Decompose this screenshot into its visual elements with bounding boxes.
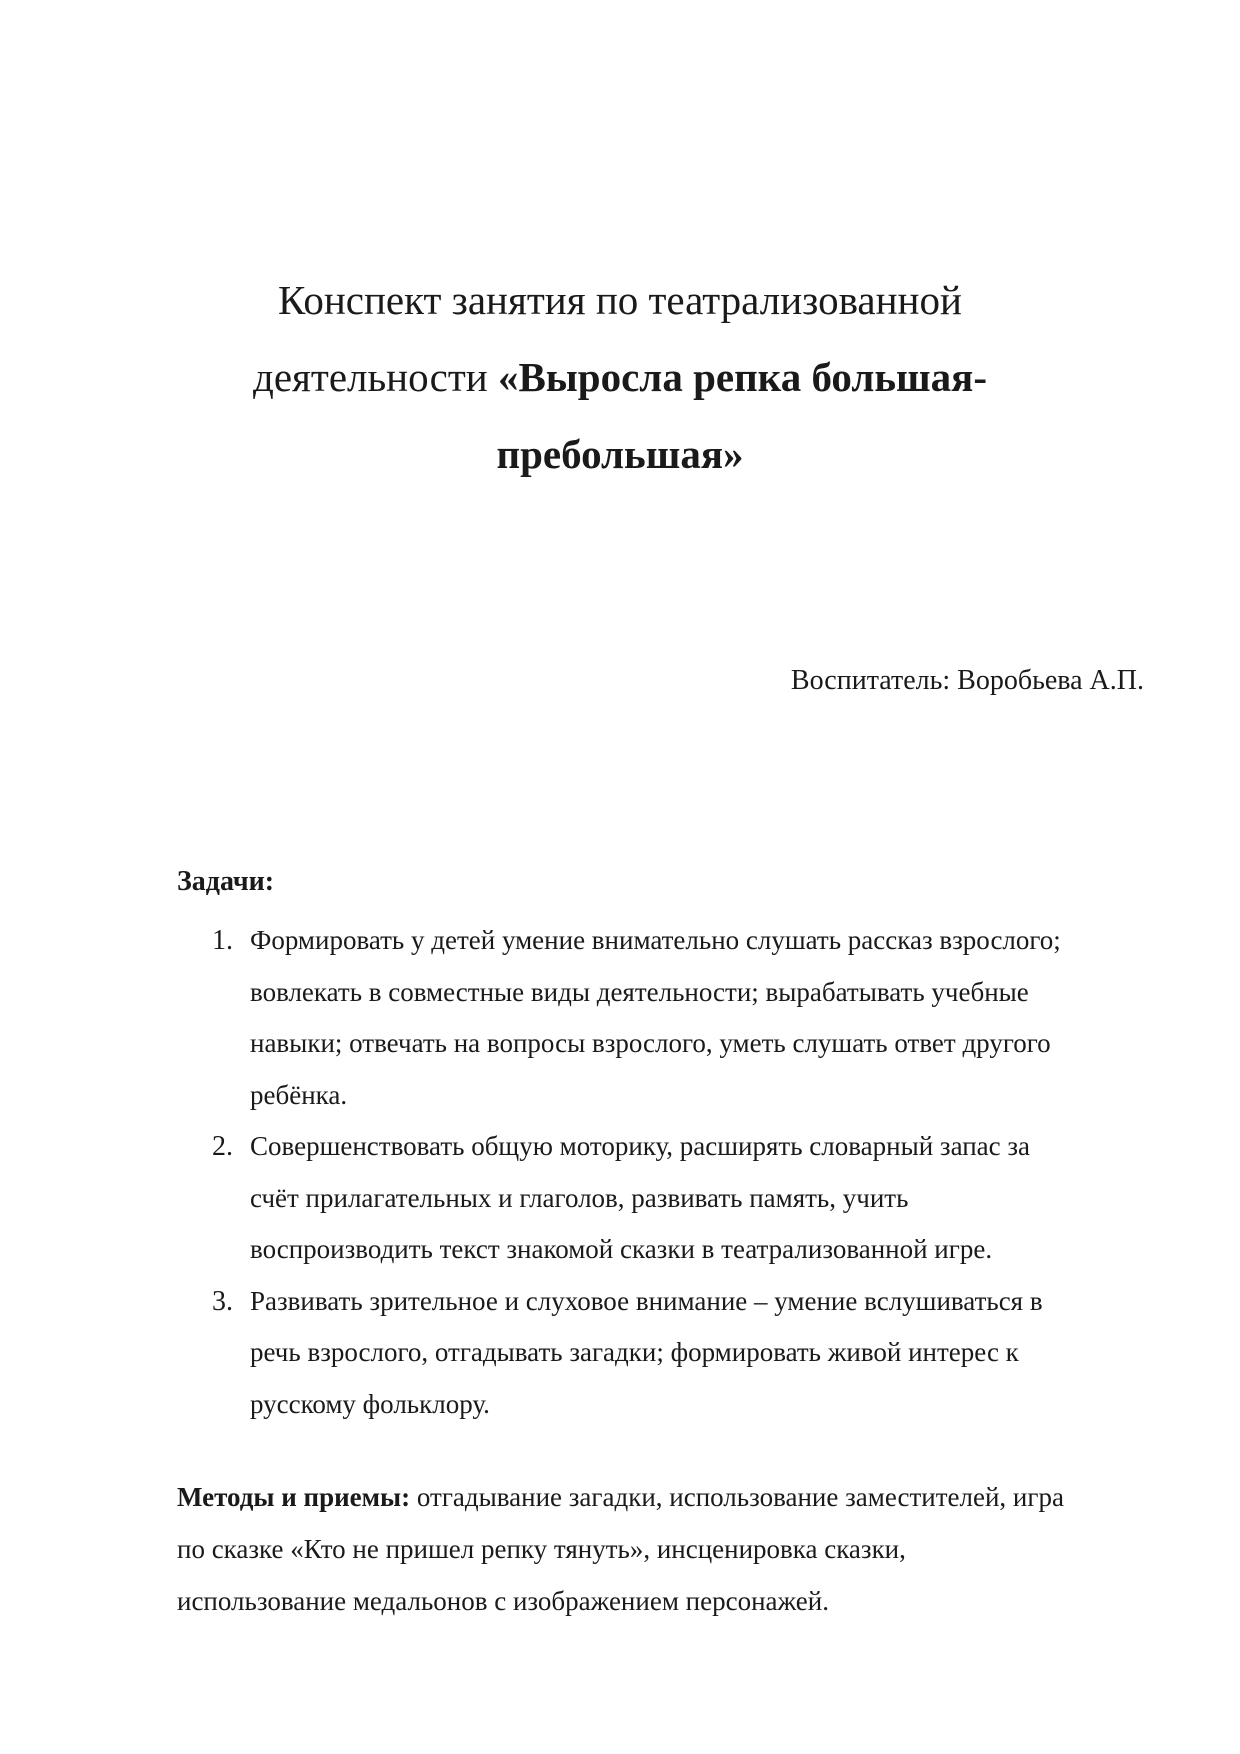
task-line: ребёнка. bbox=[250, 1079, 348, 1110]
task-line: речь взрослого, отгадывать загадки; формировать живой интерес к bbox=[250, 1337, 1019, 1367]
methods-paragraph bbox=[177, 1471, 1157, 1627]
author-line: Воспитатель: Воробьева А.П. bbox=[790, 665, 1144, 696]
methods-line-1 bbox=[177, 1471, 1157, 1523]
task-line: воспроизводить текст знакомой сказки в театрализованной игре. bbox=[250, 1234, 993, 1264]
task-line: Развивать зрительное и слуховое внимание – умение вслушиваться в bbox=[250, 1285, 1043, 1316]
title-line-3: пребольшая» bbox=[496, 431, 744, 477]
title-line-2-bold: «Выросла репка большая- bbox=[497, 354, 987, 400]
task-line: русскому фольклору. bbox=[250, 1388, 490, 1419]
methods-text: отгадывание загадки, использование заместителей, игра bbox=[410, 1482, 1064, 1512]
tasks-heading: Задачи: bbox=[177, 866, 275, 897]
task-number: 1. bbox=[212, 925, 233, 956]
tasks-list bbox=[177, 915, 1157, 1430]
task-line: Формировать у детей умение внимательно слушать рассказ взрослого; bbox=[250, 925, 1061, 955]
title-line-2 bbox=[150, 339, 1090, 416]
task-line: счёт прилагательных и глаголов, развивать память, учить bbox=[250, 1182, 909, 1213]
task-item bbox=[177, 915, 1157, 1121]
task-number: 2. bbox=[212, 1131, 233, 1162]
task-line: Совершенствовать общую моторику, расширять словарный запас за bbox=[250, 1131, 1031, 1161]
task-number: 3. bbox=[212, 1285, 233, 1317]
task-item bbox=[177, 1276, 1157, 1431]
page-title bbox=[150, 262, 1090, 493]
task-item bbox=[177, 1121, 1157, 1276]
task-line: навыки; отвечать на вопросы взрослого, уметь слушать ответ другого bbox=[250, 1028, 1051, 1058]
methods-line-2: по сказке «Кто не пришел репку тянуть», инсценировка сказки, bbox=[177, 1534, 906, 1564]
methods-line-3: использование медальонов с изображением персонажей. bbox=[177, 1586, 829, 1616]
title-line-1: Конспект занятия по театрализованной bbox=[278, 277, 962, 323]
methods-label: Методы и приемы: bbox=[177, 1482, 411, 1512]
task-line: вовлекать в совместные виды деятельности; вырабатывать учебные bbox=[250, 976, 1029, 1007]
title-line-2-prefix: деятельности bbox=[252, 354, 498, 400]
